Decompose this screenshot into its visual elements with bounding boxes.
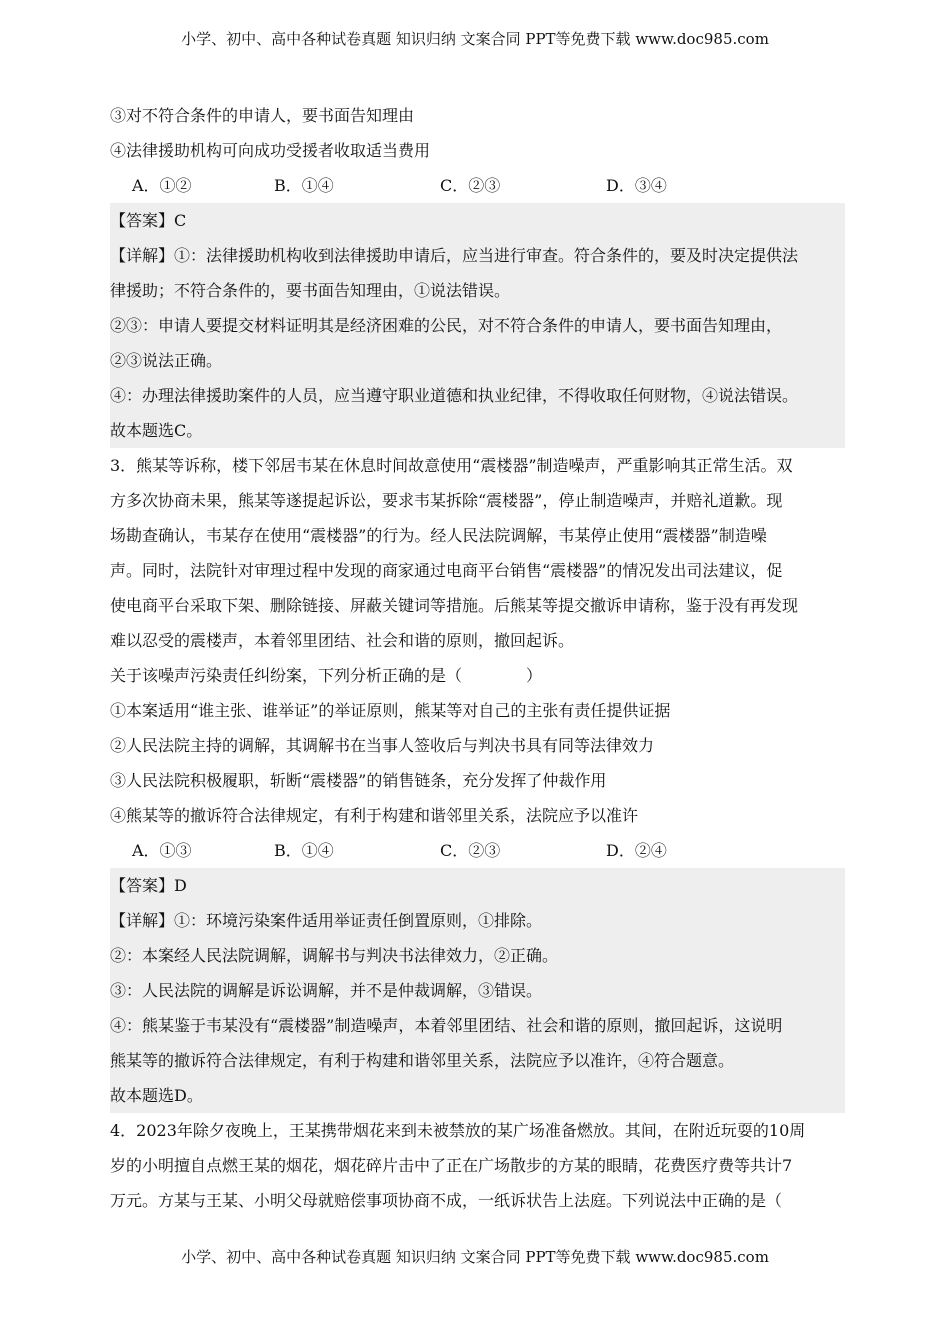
q3-stem-line: 声。同时，法院针对审理过程中发现的商家通过电商平台销售“震楼器”的情况发出司法建议，促 xyxy=(110,561,783,580)
document-body xyxy=(110,98,845,1218)
q2-detail-line: ②③说法正确。 xyxy=(110,351,223,370)
q2-detail-line: 律援助；不符合条件的，要书面告知理由，①说法错误。 xyxy=(110,281,511,300)
q3-item: ①本案适用“谁主张、谁举证”的举证原则，熊某等对自己的主张有责任提供证据 xyxy=(110,701,671,720)
q2-item: ④法律援助机构可向成功受援者收取适当费用 xyxy=(110,141,431,160)
q4-stem-line: 万元。方某与王某、小明父母就赔偿事项协商不成，一纸诉状告上法庭。下列说法中正确的是（ xyxy=(110,1191,783,1210)
q3-item: ③人民法院积极履职，斩断“震楼器”的销售链条，充分发挥了仲裁作用 xyxy=(110,771,607,790)
q3-stem-line: 使电商平台采取下架、删除链接、屏蔽关键词等措施。后熊某等提交撤诉申请称，鉴于没有再发现 xyxy=(110,596,799,615)
q2-option-a: A．①② xyxy=(132,176,192,195)
q2-detail-line: 故本题选C。 xyxy=(110,421,203,440)
page-footer: 小学、初中、高中各种试卷真题 知识归纳 文案合同 PPT等免费下载 www.doc985.com xyxy=(181,1248,769,1266)
q2-detail-line: ④：办理法律援助案件的人员，应当遵守职业道德和执业纪律，不得收取任何财物，④说法错误。 xyxy=(110,386,799,405)
q2-option-b: B．①④ xyxy=(274,176,334,195)
q2-answer: 【答案】C xyxy=(110,211,187,230)
q3-detail-line: ②：本案经人民法院调解，调解书与判决书法律效力，②正确。 xyxy=(110,946,559,965)
q3-item: ②人民法院主持的调解，其调解书在当事人签收后与判决书具有同等法律效力 xyxy=(110,736,655,755)
q3-stem-line: 场勘查确认，韦某存在使用“震楼器”的行为。经人民法院调解，韦某停止使用“震楼器”制造噪 xyxy=(110,526,767,545)
q2-option-d: D．③④ xyxy=(606,176,667,195)
q3-options xyxy=(110,833,845,868)
q2-item: ③对不符合条件的申请人，要书面告知理由 xyxy=(110,106,415,125)
q3-detail-line: 熊某等的撤诉符合法律规定，有利于构建和谐邻里关系，法院应予以准许，④符合题意。 xyxy=(110,1051,735,1070)
q3-stem-line: 方多次协商未果，熊某等遂提起诉讼，要求韦某拆除“震楼器”，停止制造噪声，并赔礼道歉。现 xyxy=(110,491,783,510)
q3-detail-line: ④：熊某鉴于韦某没有“震楼器”制造噪声，本着邻里团结、社会和谐的原则，撤回起诉，这说明 xyxy=(110,1016,783,1035)
q2-option-c: C．②③ xyxy=(440,176,501,195)
q3-option-a: A．①③ xyxy=(132,841,192,860)
q3-detail-line: 故本题选D。 xyxy=(110,1086,203,1105)
q3-answer: 【答案】D xyxy=(110,876,187,895)
q4-stem-line: 岁的小明擅自点燃王某的烟花，烟花碎片击中了正在广场散步的方某的眼睛，花费医疗费等共计7 xyxy=(110,1156,793,1175)
q3-option-c: C．②③ xyxy=(440,841,501,860)
q2-detail-line: ②③：申请人要提交材料证明其是经济困难的公民，对不符合条件的申请人，要书面告知理由， xyxy=(110,316,783,335)
q4-stem-line: 4．2023年除夕夜晚上，王某携带烟花来到未被禁放的某广场准备燃放。其间，在附近玩耍的10周 xyxy=(110,1121,806,1140)
q3-stem-line: 难以忍受的震楼声，本着邻里团结、社会和谐的原则，撤回起诉。 xyxy=(110,631,575,650)
page-header: 小学、初中、高中各种试卷真题 知识归纳 文案合同 PPT等免费下载 www.doc985.com xyxy=(181,30,769,48)
q2-answer-block xyxy=(110,203,845,448)
q3-stem-line: 3．熊某等诉称，楼下邻居韦某在休息时间故意使用“震楼器”制造噪声，严重影响其正常生活。双 xyxy=(110,456,793,475)
q3-detail-line: 【详解】①：环境污染案件适用举证责任倒置原则，①排除。 xyxy=(110,911,543,930)
q2-options xyxy=(110,168,845,203)
q3-item: ④熊某等的撤诉符合法律规定，有利于构建和谐邻里关系，法院应予以准许 xyxy=(110,806,639,825)
q3-question: 关于该噪声污染责任纠纷案，下列分析正确的是（ ） xyxy=(110,666,543,685)
q3-detail-line: ③：人民法院的调解是诉讼调解，并不是仲裁调解，③错误。 xyxy=(110,981,543,1000)
q3-option-b: B．①④ xyxy=(274,841,334,860)
q3-option-d: D．②④ xyxy=(606,841,667,860)
q3-answer-block xyxy=(110,868,845,1113)
q2-detail-line: 【详解】①：法律援助机构收到法律援助申请后，应当进行审查。符合条件的，要及时决定提供法 xyxy=(110,246,799,265)
